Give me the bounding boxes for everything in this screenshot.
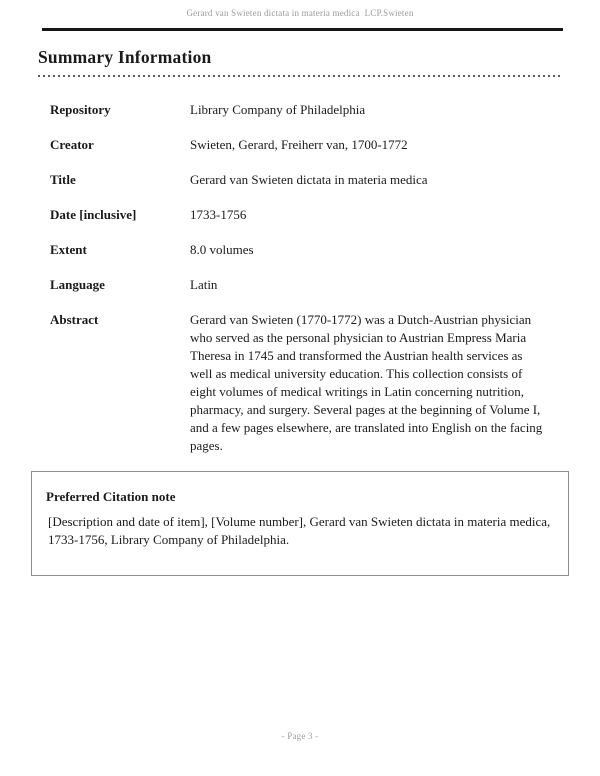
preferred-citation-box (31, 471, 569, 576)
citation-note-title: Preferred Citation note (46, 489, 176, 504)
field-row-abstract (50, 311, 562, 455)
field-value: Swieten, Gerard, Freiherr van, 1700-1772 (190, 137, 408, 152)
citation-note-text: [Description and date of item], [Volume number], Gerard van Swieten dictata in materia medica, 1733-1756, Library Company of Philadelphia. (48, 514, 551, 547)
header-rule (42, 28, 563, 31)
field-value: 1733-1756 (190, 207, 247, 222)
page-title: Summary Information (38, 47, 212, 67)
field-value: Library Company of Philadelphia (190, 102, 366, 117)
field-label: Title (50, 172, 76, 187)
page-content (0, 47, 600, 576)
running-header-title: Gerard van Swieten dictata in materia medica LCP.Swieten (186, 8, 414, 18)
field-value: 8.0 volumes (190, 242, 254, 257)
field-label: Creator (50, 137, 94, 152)
field-value: Gerard van Swieten (1770-1772) was a Dutch-Austrian physician who served as the personal physician to Austrian Empress Maria Theresa in 1745 and transformed the Austrian health services as well as medical university education. This collection consists of eight volumes of medical writings in Latin concerning nutrition, pharmacy, and surgery. Several pages at the beginning of Volume I, and a few pages elsewhere, are translated into English on the facing pages. (190, 312, 543, 453)
page-number-footer: - Page 3 - (281, 731, 319, 741)
field-label: Repository (50, 102, 111, 117)
field-row-creator (50, 136, 562, 154)
field-label: Language (50, 277, 105, 292)
field-row-extent (50, 241, 562, 259)
field-label: Extent (50, 242, 87, 257)
field-row-title (50, 171, 562, 189)
summary-fields-table (38, 101, 562, 455)
field-label: Abstract (50, 312, 99, 327)
field-value: Gerard van Swieten dictata in materia medica (190, 172, 428, 187)
field-value: Latin (190, 277, 218, 292)
field-row-language (50, 276, 562, 294)
field-row-repository (50, 101, 562, 119)
field-row-date-inclusive (50, 206, 562, 224)
dotted-divider (38, 75, 562, 77)
field-label: Date [inclusive] (50, 207, 137, 222)
